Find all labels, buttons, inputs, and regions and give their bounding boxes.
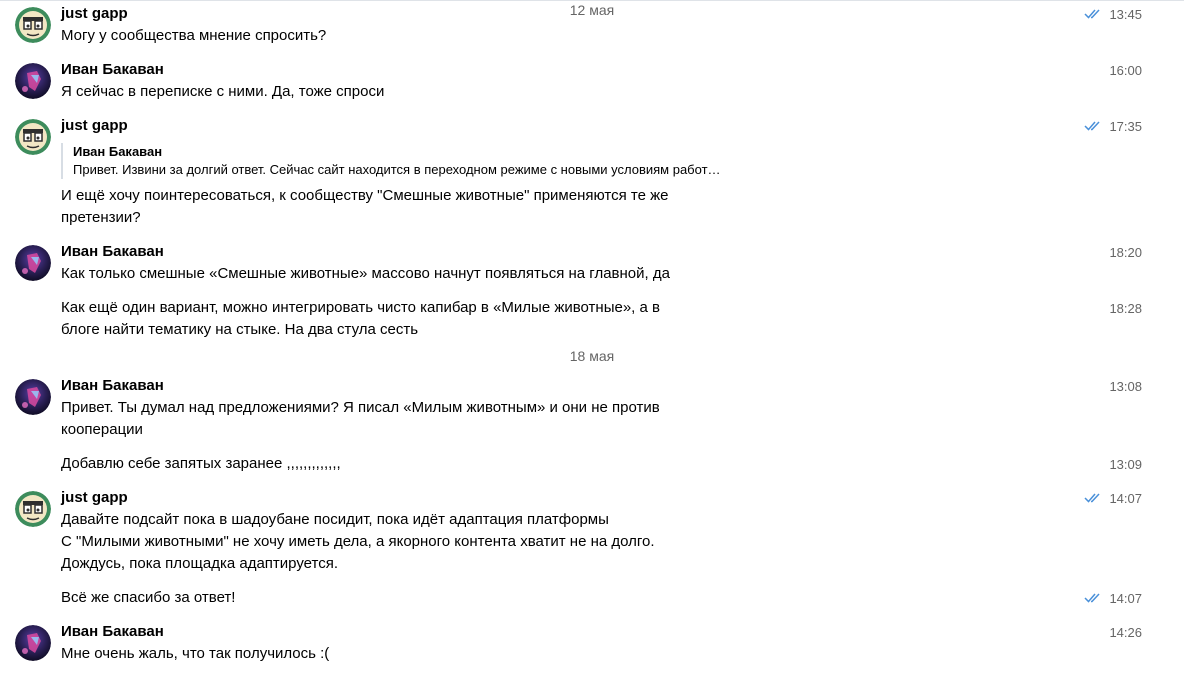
message-text: Я сейчас в переписке с ними. Да, тоже спроси — [61, 83, 385, 100]
avatar-just-gapp[interactable] — [15, 491, 51, 527]
message-text-line: С "Милыми животными" не хочу иметь дела, а якорного контента хватит не на долго. — [61, 533, 655, 550]
quoted-message[interactable] — [61, 143, 773, 179]
message-author[interactable]: just gapp — [61, 5, 128, 22]
quote-text: Привет. Извини за долгий ответ. Сейчас сайт находится в переходном режиме с новыми условиям работ… — [73, 162, 721, 177]
message-text-line: Привет. Ты думал над предложениями? Я писал «Милым животным» и они не против — [61, 399, 660, 416]
avatar-ivan-bakavan[interactable] — [15, 379, 51, 415]
message-text-line: блоге найти тематику на стыке. На два стула сесть — [61, 321, 419, 338]
message-author[interactable]: just gapp — [61, 489, 128, 506]
message-text: Всё же спасибо за ответ! — [61, 589, 236, 606]
message-text: Могу у сообщества мнение спросить? — [61, 27, 327, 44]
message-time: 17:35 — [1109, 119, 1142, 134]
avatar-ivan-bakavan[interactable] — [15, 63, 51, 99]
message-text: Как только смешные «Смешные животные» массово начнут появляться на главной, да — [61, 265, 670, 282]
message-time: 14:07 — [1109, 591, 1142, 606]
message-text-line: Как ещё один вариант, можно интегрировать чисто капибар в «Милые животные», а в — [61, 299, 660, 316]
avatar-ivan-bakavan[interactable] — [15, 245, 51, 281]
date-separator: 12 мая — [569, 2, 615, 18]
message-time: 18:20 — [1109, 245, 1142, 260]
message-time: 13:08 — [1109, 379, 1142, 394]
message-time: 16:00 — [1109, 63, 1142, 78]
message-text-line: претензии? — [61, 209, 141, 226]
message-time: 14:26 — [1109, 625, 1142, 640]
message-author[interactable]: Иван Бакаван — [61, 61, 164, 78]
message-author[interactable]: Иван Бакаван — [61, 243, 164, 260]
message-text: Добавлю себе запятых заранее ,,,,,,,,,,,,, — [61, 455, 341, 472]
message-time: 13:09 — [1109, 457, 1142, 472]
message-time: 14:07 — [1109, 491, 1142, 506]
message-text-line: кооперации — [61, 421, 143, 438]
message-text-line: И ещё хочу поинтересоваться, к сообществу "Смешные животные" применяются те же — [61, 187, 669, 204]
date-separator: 18 мая — [569, 348, 615, 364]
message-author[interactable]: Иван Бакаван — [61, 623, 164, 640]
message-text: Мне очень жаль, что так получилось :( — [61, 645, 330, 662]
message-time: 13:45 — [1109, 7, 1142, 22]
double-check-icon — [1084, 492, 1102, 504]
avatar-ivan-bakavan[interactable] — [15, 625, 51, 661]
double-check-icon — [1084, 120, 1102, 132]
message-author[interactable]: just gapp — [61, 117, 128, 134]
avatar-just-gapp[interactable] — [15, 7, 51, 43]
message-time: 18:28 — [1109, 301, 1142, 316]
quote-author: Иван Бакаван — [73, 144, 163, 159]
message-text-line: Давайте подсайт пока в шадоубане посидит, пока идёт адаптация платформы — [61, 511, 609, 528]
double-check-icon — [1084, 592, 1102, 604]
double-check-icon — [1084, 8, 1102, 20]
avatar-just-gapp[interactable] — [15, 119, 51, 155]
message-author[interactable]: Иван Бакаван — [61, 377, 164, 394]
message-text-line: Дождусь, пока площадка адаптируется. — [61, 555, 339, 572]
